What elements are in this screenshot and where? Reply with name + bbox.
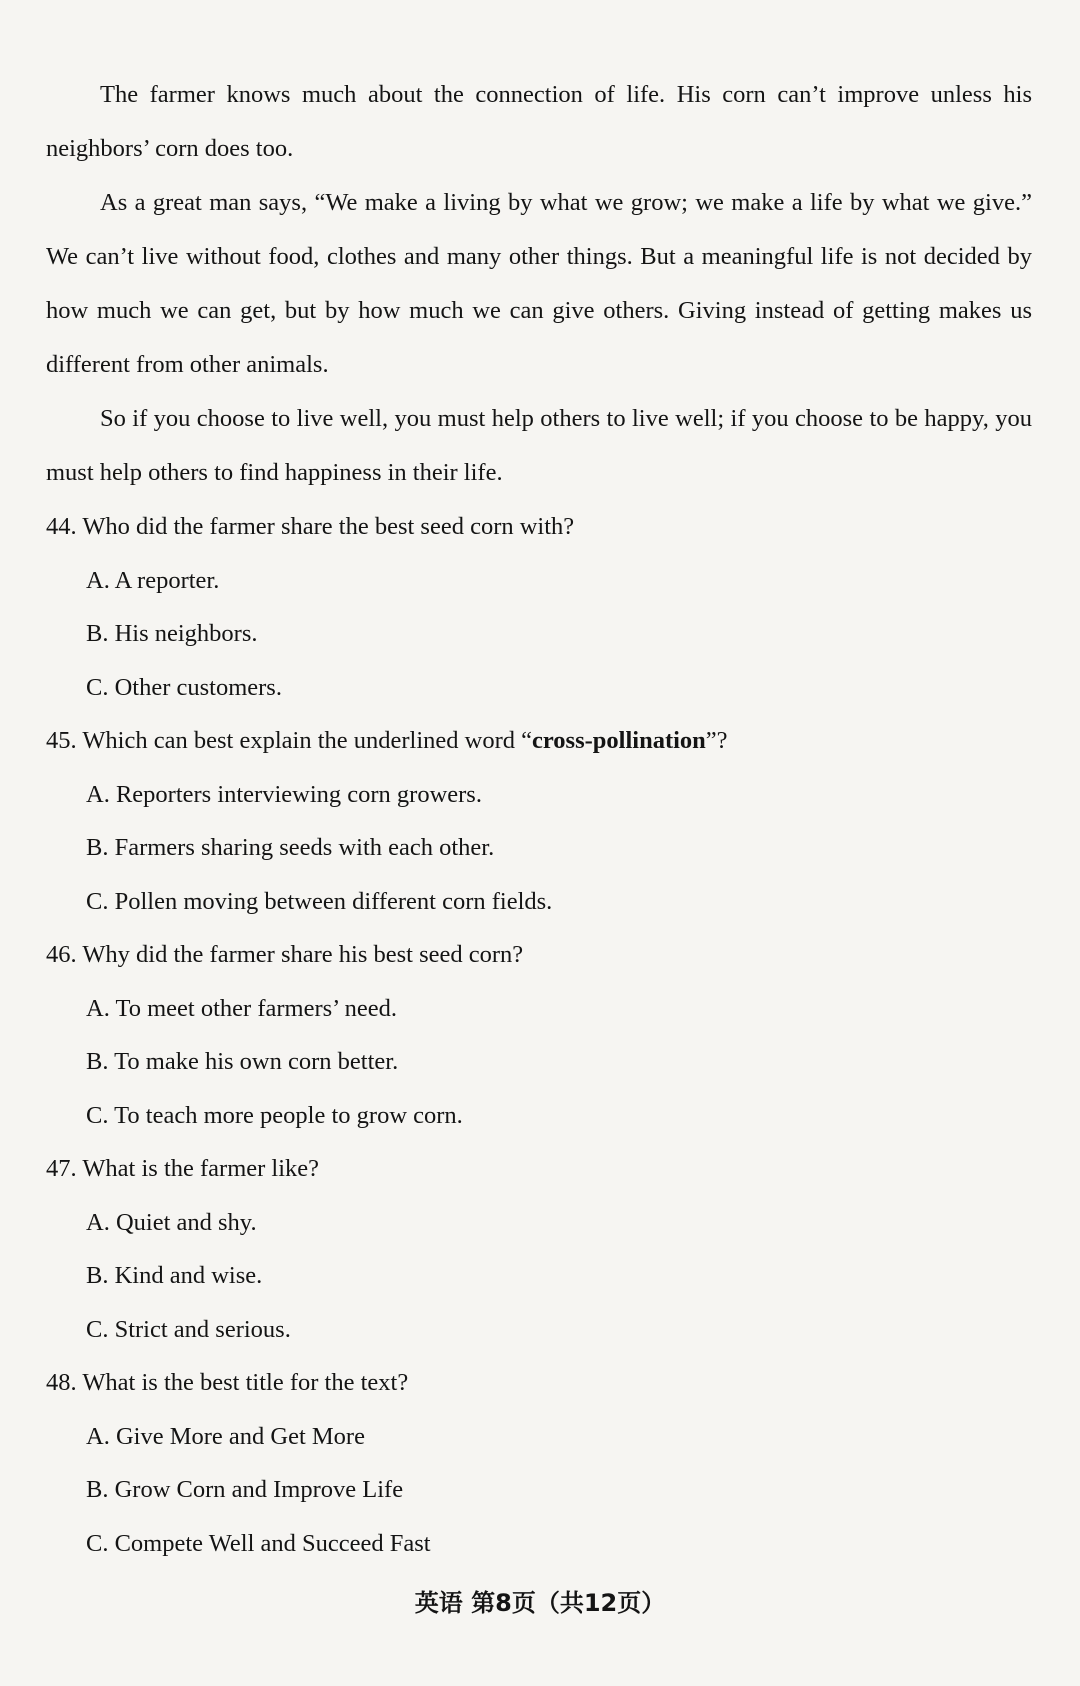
passage-paragraph: The farmer knows much about the connection of life. His corn can’t improve unless his neighbors’ corn does too. [46,81,1032,162]
option-list [46,768,1032,929]
option-list [46,1196,1032,1357]
question-44 [46,500,1032,714]
question-text: What is the best title for the text? [82,1369,409,1396]
option-a: A. A reporter. [86,566,220,594]
question-text: What is the farmer like? [82,1155,320,1182]
option-b: B. Farmers sharing seeds with each other. [86,834,495,861]
option-a: A. Reporters interviewing corn growers. [86,780,482,808]
question-text: Which can best explain the underlined word “ [82,727,532,754]
option-c: C. Strict and serious. [86,1315,291,1343]
question-text-end: ”? [705,727,728,754]
highlighted-word: cross-pollination [532,727,706,754]
option-c: C. Pollen moving between different corn fields. [86,887,553,915]
option-a: A. Quiet and shy. [86,1208,257,1236]
question-number: 48. [46,1369,77,1396]
question-stem [46,928,1032,982]
question-stem [46,1356,1032,1410]
option-list [46,982,1032,1143]
question-47 [46,1142,1032,1356]
question-48 [46,1356,1032,1570]
option-a: A. To meet other farmers’ need. [86,994,397,1022]
question-stem [46,1142,1032,1196]
question-number: 45. [46,727,77,754]
option-c: C. Other customers. [86,673,282,701]
option-c: C. Compete Well and Succeed Fast [86,1529,431,1557]
passage-paragraph: As a great man says, “We make a living by what we grow; we make a life by what we give.” We can’t live without food, clothes and many other things. But a meaningful life is not decided by how much we can get, but by how much we can give others. Giving instead of getting makes us different from other animals. [46,189,1032,378]
question-number: 47. [46,1155,77,1182]
question-46 [46,928,1032,1142]
question-stem [46,500,1032,554]
question-45 [46,714,1032,928]
option-list [46,554,1032,715]
option-b: B. His neighbors. [86,620,258,647]
question-text: Who did the farmer share the best seed corn with? [82,513,575,540]
option-b: B. To make his own corn better. [86,1048,399,1075]
option-b: B. Grow Corn and Improve Life [86,1476,404,1503]
question-number: 44. [46,513,77,540]
option-list [46,1410,1032,1571]
reading-passage [46,68,1032,500]
option-b: B. Kind and wise. [86,1262,263,1289]
question-stem [46,714,1032,768]
option-a: A. Give More and Get More [86,1422,365,1450]
page-footer: 英语 第8页（共12页） [414,1589,666,1617]
question-text: Why did the farmer share his best seed corn? [82,941,524,968]
option-c: C. To teach more people to grow corn. [86,1101,463,1129]
question-number: 46. [46,941,77,968]
passage-paragraph: So if you choose to live well, you must help others to live well; if you choose to be happy, you must help others to find happiness in their life. [46,405,1032,486]
